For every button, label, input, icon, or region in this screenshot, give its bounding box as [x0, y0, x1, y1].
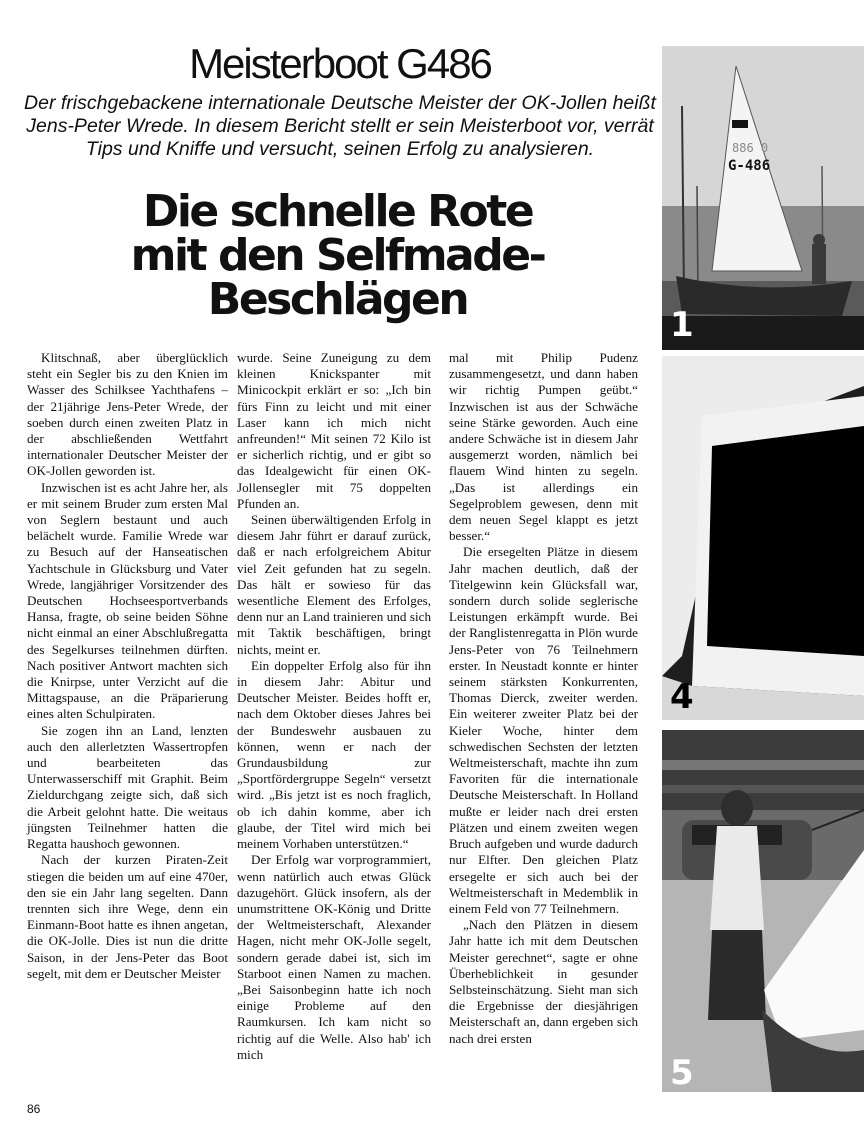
photo-number: 5 — [670, 1053, 694, 1092]
body-paragraph: Klitschnaß, aber überglücklich steht ein Segler bis zu den Knien im Wasser des Schilksee Yachthafens – der 21jährige Jens-Peter Wrede, der soeben durch einen zweiten Platz in der abschließenden Wettfahrt internationaler Deutscher Meister der OK-Jollen geworden ist. — [27, 350, 228, 479]
photo-number: 1 — [670, 305, 694, 345]
photo-panel — [662, 356, 864, 720]
body-paragraph: „Nach den Plätzen in diesem Jahr hatte ich mit dem Deutschen Meister gerechnet“, sagte er ohne Überheblichkeit in gesunder Selbsteinschätzung. Sieht man sich die Ergebnisse der diesjährigen Meisterschaft an, dann ergeben sich nach drei ersten — [449, 917, 638, 1046]
headline-line: Die schnelle Rote — [142, 186, 533, 237]
panel-illustration — [662, 356, 864, 720]
body-paragraph: Ein doppelter Erfolg also für ihn in diesem Jahr: Abitur und Deutscher Meister. Beides hofft er, nach dem Oktober dieses Jahres bei der Bundeswehr ausbauen zu können, wenn er nach der Grundausbildung zur „Sportfördergruppe Segeln“ versetzt wird. „Bis jetzt ist es noch fraglich, ob ich dahin komme, aber ich glaube, der Titel wird mich bei meinem Vorhaben unterstützen.“ — [237, 657, 431, 852]
body-paragraph: Die ersegelten Plätze in diesem Jahr machen deutlich, daß der Titelgewinn kein Glücksfall war, sondern durch solide seglerische Leistungen erkämpft wurde. Bei der Ranglistenregatta in Plön wurde Jens-Peter von 76 Teilnehmern erster. In Neustadt konnte er hinter seinem stärksten Konkurrenten, Thomas Dierck, zweiter werden. Ein weiterer zweiter Platz bei der Kieler Woche, hinter dem schwedischen Sechsten der letzten Weltmeisterschaft, machte ihn zum Favoriten für die internationale Deutsche Meisterschaft. In Holland mußte er leider nach drei ersten Plätzen und einem zweiten wegen Bruch aufgeben und wurde dadurch nur Elfter. Den gleichen Platz ersegelte er sich auch bei der Weltmeisterschaft in Medemblik in einem Feld von 77 Teilnehmern. — [449, 544, 638, 916]
intro-paragraph: Der frischgebackene internationale Deutsche Meister der OK-Jollen heißt Jens-Peter Wrede. In diesem Bericht stellt er sein Meisterboot vor, verrät Tips und Kniffe und versucht, seinen Erfolg zu analysieren. — [24, 92, 656, 160]
sail-mark: 886 0 — [732, 141, 769, 155]
body-paragraph: Seinen überwältigenden Erfolg in diesem Jahr führt er darauf zurück, daß er nach erfolgreichem Abitur viel Zeit gefunden hat zu segeln. Das hält er sowieso für das wesentliche Element des Erfolges, denn nur an Land trainieren und sich mit Taktik beschäftigen, bringt nichts, meint er. — [237, 512, 431, 657]
headline — [100, 186, 575, 325]
body-paragraph: Sie zogen ihn an Land, lenzten auch den allerletzten Wassertropfen und bearbeiteten das Unterwasserschiff mit Graphit. Beim Zieldurchgang zeigte sich, daß sich die Arbeit gelohnt hatte. Die weitaus jüngsten Teilnehmer hatten die Regatta haushoch gewonnen. — [27, 722, 228, 852]
body-paragraph: wurde. Seine Zuneigung zu dem kleinen Knickspanter mit Minicockpit erklärt er so: „Ich bin fürs Finn zu leicht und mit einer Laser kann ich mich nicht anfreunden!“ Mit seinen 72 Kilo ist er sicherlich richtig, und er gibt so das Idealgewicht für einen OK-Jollensegler mit 75 doppelten Pfunden an. — [237, 350, 431, 511]
body-paragraph: Der Erfolg war vorprogrammiert, wenn natürlich auch etwas Glück dazugehört. Glück insofern, als der unumstrittene OK-König und Dritte der Weltmeisterschaft, Alexander Hagen, nicht mehr OK-Jolle segelt, sondern gerade dabei ist, sich im Starboot einen Namen zu machen. „Bei Saisonbeginn hatte ich noch einige Probleme auf den Raumkursen. Ich kam nicht so richtig auf die Welle. Also hab' ich mich — [237, 852, 431, 1062]
sail-number: G-486 — [728, 158, 771, 174]
body-column-1 — [27, 350, 228, 982]
headline-line: Beschlägen — [207, 274, 468, 325]
body-column-2 — [237, 350, 431, 1063]
headline-line: mit den Selfmade- — [130, 230, 545, 281]
dock-illustration — [662, 730, 864, 1092]
body-paragraph: Inzwischen ist es acht Jahre her, als er mit seinem Bruder zum ersten Mal von Seglern bestaunt und auch belächelt wurde. Familie Wrede war zu Besuch auf der Hanseatischen Yachtschule in Glücksburg und Vater Wrede, langjähriger Vorsitzender des Deutschen Hochseesportverbands Hansa, fragte, ob seine beiden Söhne nicht einmal an einer Abschlußregatta des Segelkurses teilnehmen dürften. Nach positiver Antwort machten sich die Knirpse, unter Verzicht auf die Mittagspause, an die Präparierung eines alten Schulpiraten. — [27, 479, 228, 722]
kicker-title: Meisterboot G486 — [189, 40, 491, 87]
page-number: 86 — [27, 1102, 41, 1116]
body-paragraph: mal mit Philip Pudenz zusammengesetzt, und dann haben wir richtig Pumpen geübt.“ Inzwischen ist aus der Schwäche seine Stärke geworden. Auch eine andere Schwäche ist in diesem Jahr ausgemerzt worden, nämlich bei flauem Wind hinten zu segeln. „Das ist allerdings ein Segelproblem gewesen, denn mit dem neuen Segel klappt es jetzt besser.“ — [449, 350, 638, 544]
photo-sailboat — [662, 46, 864, 350]
photo-number: 4 — [670, 677, 694, 717]
body-column-3 — [449, 350, 638, 1047]
photo-dock — [662, 730, 864, 1092]
body-paragraph: Nach der kurzen Piraten-Zeit stiegen die beiden um auf eine 470er, den sie ein Jahr lang segelten. Dann trennten sich ihre Wege, denn ein Einmann-Boot hatte es ihnen angetan, die OK-Jolle. Dies ist nun die dritte Saison, in der Jens-Peter das Boot segelt, mit dem er Deutscher Meister — [27, 852, 228, 981]
